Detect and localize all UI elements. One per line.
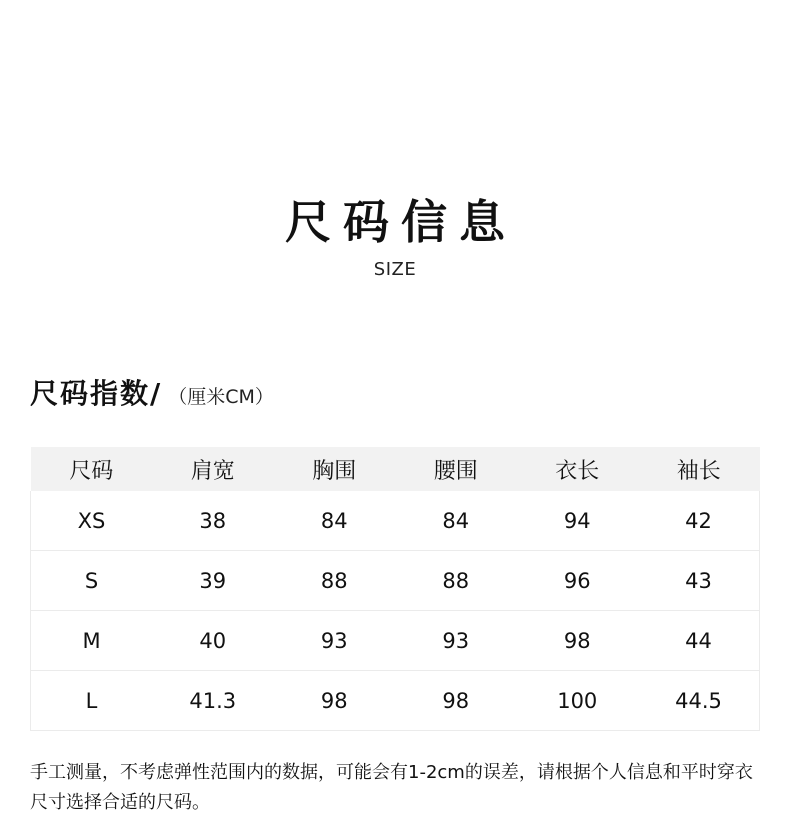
section-heading-unit: （厘米CM） [168,386,274,408]
measurement-note: 手工测量，不考虑弹性范围内的数据，可能会有1-2cm的误差，请根据个人信息和平时穿衣尺寸选择合适的尺码。 [30,762,753,813]
table-cell: 98 [274,671,396,731]
table-row [31,551,760,611]
table-row [31,491,760,551]
table-cell: 40 [152,611,274,671]
table-cell: 88 [274,551,396,611]
page-subtitle: SIZE [373,259,417,280]
column-header-waist: 腰围 [395,447,517,491]
column-header-sleeve: 袖长 [638,447,760,491]
table-cell: 100 [517,671,639,731]
table-cell: 94 [517,491,639,551]
table-cell: XS [31,491,153,551]
table-row [31,671,760,731]
table-cell: S [31,551,153,611]
table-cell: 39 [152,551,274,611]
column-header-chest: 胸围 [274,447,396,491]
table-cell: 84 [395,491,517,551]
table-header-row [31,447,760,491]
table-cell: 96 [517,551,639,611]
page-title: 尺码信息 [285,195,517,249]
table-cell: 93 [395,611,517,671]
title-block [0,190,790,282]
table-cell: 38 [152,491,274,551]
table-cell: L [31,671,153,731]
column-header-shoulder: 肩宽 [152,447,274,491]
table-cell: M [31,611,153,671]
section-heading-title: 尺码指数/ [30,377,163,410]
section-heading [30,372,274,416]
table-cell: 44 [638,611,760,671]
table-cell: 93 [274,611,396,671]
column-header-size: 尺码 [31,447,153,491]
table-cell: 98 [395,671,517,731]
table-cell: 41.3 [152,671,274,731]
table-cell: 98 [517,611,639,671]
table-cell: 43 [638,551,760,611]
table-row [31,611,760,671]
column-header-length: 衣长 [517,447,639,491]
table-cell: 88 [395,551,517,611]
table-cell: 44.5 [638,671,760,731]
size-table [30,447,760,731]
table-cell: 84 [274,491,396,551]
table-cell: 42 [638,491,760,551]
